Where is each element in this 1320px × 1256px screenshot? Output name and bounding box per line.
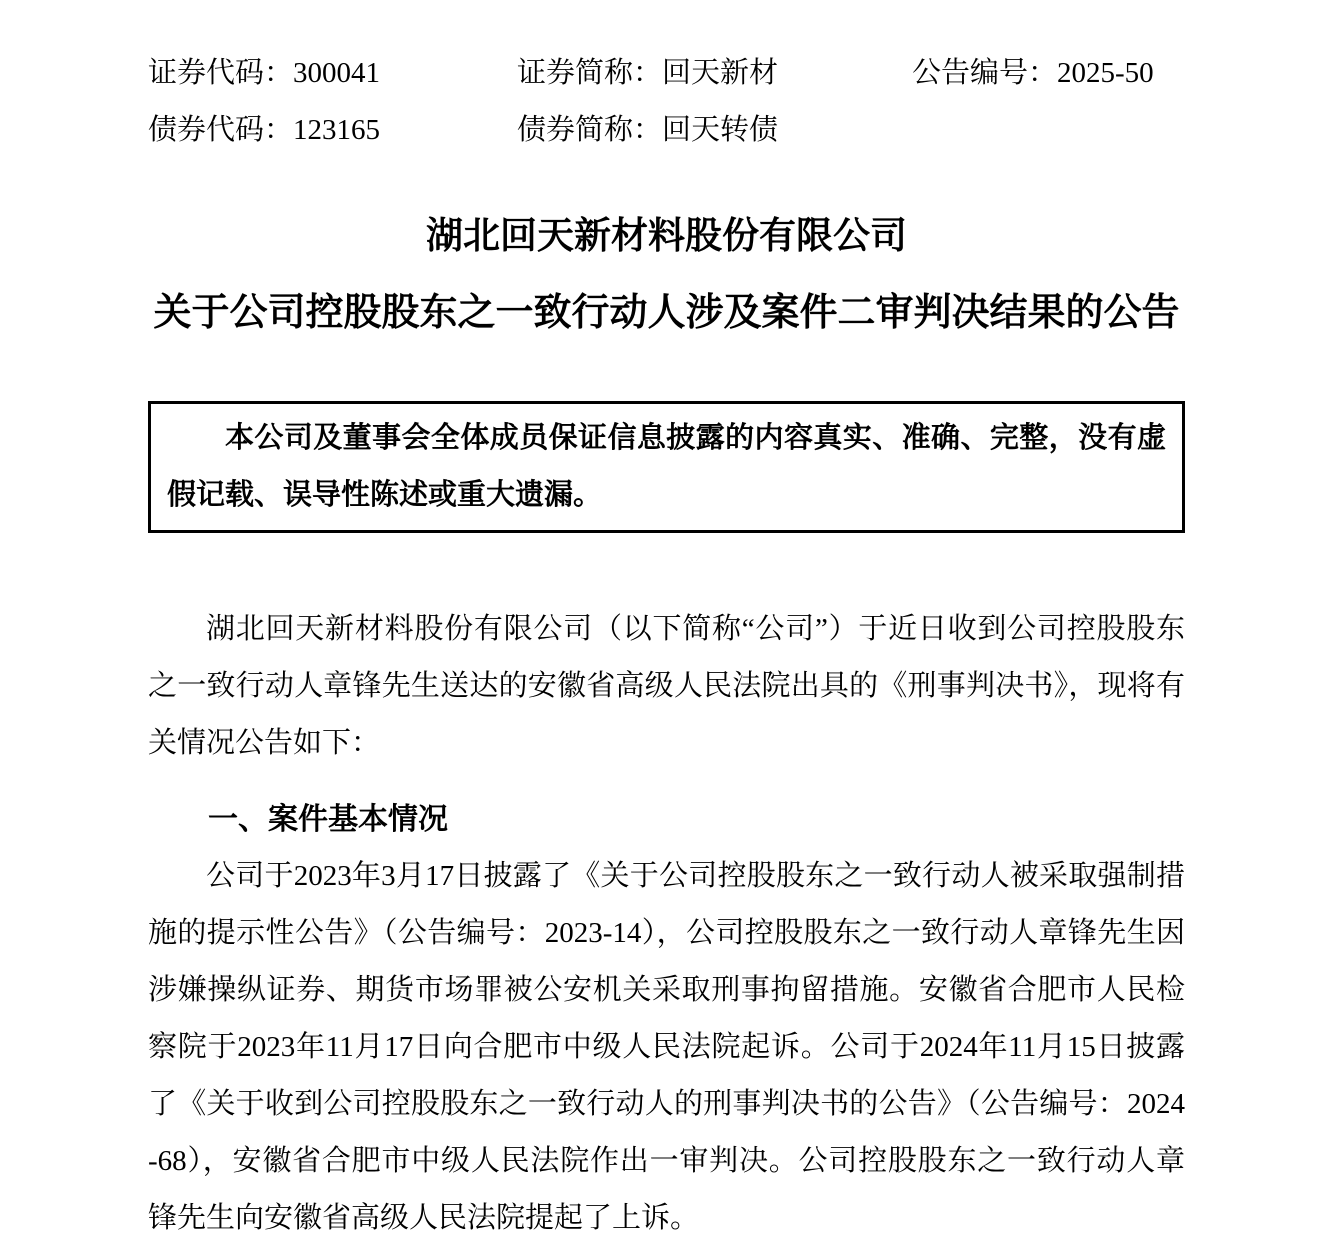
- securities-meta: [148, 45, 1185, 159]
- case-details-paragraph: 公司于2023年3月17日披露了《关于公司控股股东之一致行动人被采取强制措施的提示性公告》（公告编号：2023-14），公司控股股东之一致行动人章锋先生因涉嫌操纵证券、期货市场罪被公安机关采取刑事拘留措施。安徽省合肥市人民检察院于2023年11月17日向合肥市中级人民法院起诉。公司于2024年11月15日披露了《关于收到公司控股股东之一致行动人的刑事判决书的公告》（公告编号：2024-68），安徽省合肥市中级人民法院作出一审判决。公司控股股东之一致行动人章锋先生向安徽省高级人民法院提起了上诉。: [148, 860, 1185, 1234]
- disclaimer-box: [148, 401, 1185, 533]
- bond-name: 债券简称：回天转债: [517, 114, 779, 146]
- intro-paragraph: 湖北回天新材料股份有限公司（以下简称“公司”）于近日收到公司控股股东之一致行动人章锋先生送达的安徽省高级人民法院出具的《刑事判决书》，现将有关情况公告如下：: [148, 613, 1185, 759]
- meta-blank-cell: [912, 102, 1185, 159]
- bond-code: 债券代码：123165: [148, 114, 381, 146]
- meta-row-bond: [148, 102, 1185, 159]
- meta-row-stock: [148, 45, 1185, 102]
- company-name-title: 湖北回天新材料股份有限公司: [426, 216, 907, 257]
- section-heading-case-basics: 一、案件基本情况: [208, 803, 448, 836]
- stock-code: 证券代码：300041: [148, 57, 381, 89]
- announcement-number: 公告编号：2025-50: [912, 57, 1154, 89]
- stock-name: 证券简称：回天新材: [517, 57, 779, 89]
- disclaimer-text: 本公司及董事会全体成员保证信息披露的内容真实、准确、完整，没有虚假记载、误导性陈述或重大遗漏。: [167, 422, 1166, 511]
- announcement-subject-title: 关于公司控股股东之一致行动人涉及案件二审判决结果的公告: [153, 292, 1180, 334]
